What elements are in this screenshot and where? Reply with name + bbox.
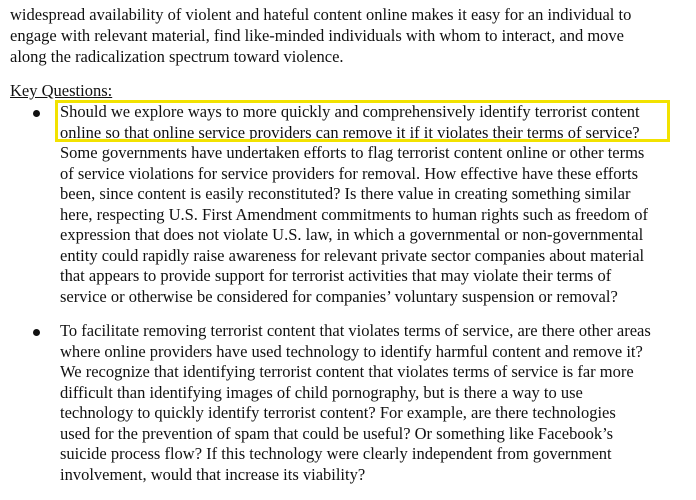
bullet-dot-icon <box>33 329 40 336</box>
bullet-line: Some governments have undertaken efforts to flag terrorist content online or other terms <box>60 143 645 162</box>
bullet-line: that appears to provide support for terrorist activities that may violate their terms of <box>60 266 612 285</box>
bullet-line: To facilitate removing terrorist content that violates terms of service, are there other areas <box>60 321 651 340</box>
intro-line: engage with relevant material, find like-minded individuals with whom to interact, and move <box>10 26 624 45</box>
bullet-line: We recognize that identifying terrorist content that violates terms of service is far more <box>60 362 634 381</box>
bullet-line: technology to quickly identify terrorist content? For example, are there technologies <box>60 403 616 422</box>
bullet-item-2 <box>60 321 685 485</box>
bullet-line: entity could rapidly raise awareness for relevant private sector companies about material <box>60 245 645 265</box>
intro-line: widespread availability of violent and hateful content online makes it easy for an individual to <box>10 5 632 24</box>
intro-paragraph <box>10 4 682 67</box>
key-questions-heading: Key Questions: <box>10 81 113 100</box>
bullet-line: expression that does not violate U.S. law, in which a governmental or non-governmental <box>60 225 644 244</box>
bullet-line: here, respecting U.S. First Amendment commitments to human rights such as freedom of <box>60 204 648 224</box>
bullet-line: used for the prevention of spam that could be useful? Or something like Facebook’s <box>60 423 614 443</box>
bullet-line: where online providers have used technology to identify harmful content and remove it? <box>60 341 643 361</box>
highlighted-line: Should we explore ways to more quickly and comprehensively identify terrorist content <box>60 102 640 121</box>
bullet-line: involvement, would that increase its viability? <box>60 464 366 484</box>
intro-line: along the radicalization spectrum toward violence. <box>10 47 344 66</box>
highlighted-line: online so that online service providers can remove it if it violates their terms of service? <box>60 122 640 142</box>
bullet-dot-icon <box>33 110 40 117</box>
highlight-box <box>55 100 670 142</box>
bullet-line: of service violations for service providers for removal. How effective have these efforts <box>60 163 639 183</box>
bullet-line: been, since content is easily reconstituted? Is there value in creating something similar <box>60 184 631 203</box>
bullet-line: difficult than identifying images of child pornography, but is there a way to use <box>60 382 583 402</box>
bullet-line: suicide process flow? If this technology were clearly independent from government <box>60 444 612 463</box>
bullet-line: service or otherwise be considered for companies’ voluntary suspension or removal? <box>60 286 618 306</box>
